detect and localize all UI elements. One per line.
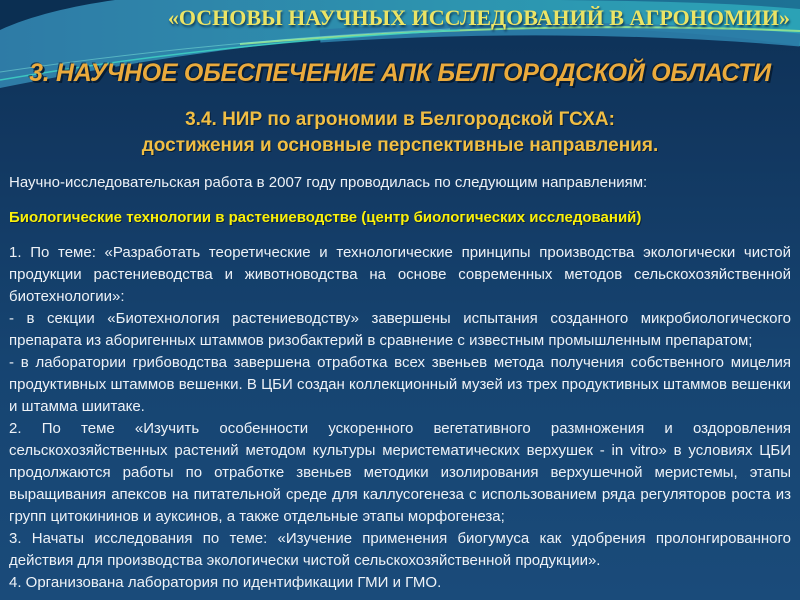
body-paragraph-3: - в лаборатории грибоводства завершена отработка всех звеньев метода получения собственного мицелия продуктивных штаммов вешенки. В ЦБИ создан коллекционный музей из трех продуктивных штаммов вешенки и штамма шиитаке. — [9, 354, 791, 415]
body-paragraph-2: - в секции «Биотехнология растениеводству» завершены испытания созданного микробиологического препарата из аборигенных штаммов ризобактерий в сравнение с известным промышленным препаратом; — [9, 310, 791, 349]
slide-body — [9, 172, 791, 594]
intro-text: Научно-исследовательская работа в 2007 году проводилась по следующим направлениям: — [9, 174, 648, 191]
subtitle-line-2: достижения и основные перспективные направления. — [141, 135, 659, 156]
section-heading: Биологические технологии в растениеводстве (центр биологических исследований) — [9, 209, 642, 226]
course-title: «ОСНОВЫ НАУЧНЫХ ИССЛЕДОВАНИЙ В АГРОНОМИИ» — [167, 5, 790, 30]
slide-title: 3. НАУЧНОЕ ОБЕСПЕЧЕНИЕ АПК БЕЛГОРОДСКОЙ ОБЛАСТИ — [29, 59, 771, 87]
body-paragraph-4: 2. По теме «Изучить особенности ускоренного вегетативного размножения и оздоровления сельскохозяйственных растений методом культуры меристематических верхушек - in vitro» в условиях ЦБИ продолжаются работы по отработке звеньев методики изолирования верхушечной меристемы, этапы выращивания апексов на питательной среде для каллусогенеза с использованием ряда регуляторов роста из групп цитокининов и ауксинов, а также отдельные этапы морфогенеза; — [9, 420, 791, 525]
subtitle-line-1: 3.4. НИР по агрономии в Белгородской ГСХА: — [185, 109, 615, 130]
body-paragraph-1: 1. По теме: «Разработать теоретические и технологические принципы производства экологически чистой продукции растениеводства и животноводства на основе современных методов сельскохозяйственной биотехнологии»: — [9, 244, 791, 305]
body-paragraph-5: 3. Начаты исследования по теме: «Изучение применения биогумуса как удобрения пролонгированного действия для производства экологически чистой сельскохозяйственной продукции». — [9, 530, 791, 569]
body-paragraph-6: 4. Организована лаборатория по идентификации ГМИ и ГМО. — [9, 574, 442, 591]
slide-subtitle — [0, 107, 800, 159]
